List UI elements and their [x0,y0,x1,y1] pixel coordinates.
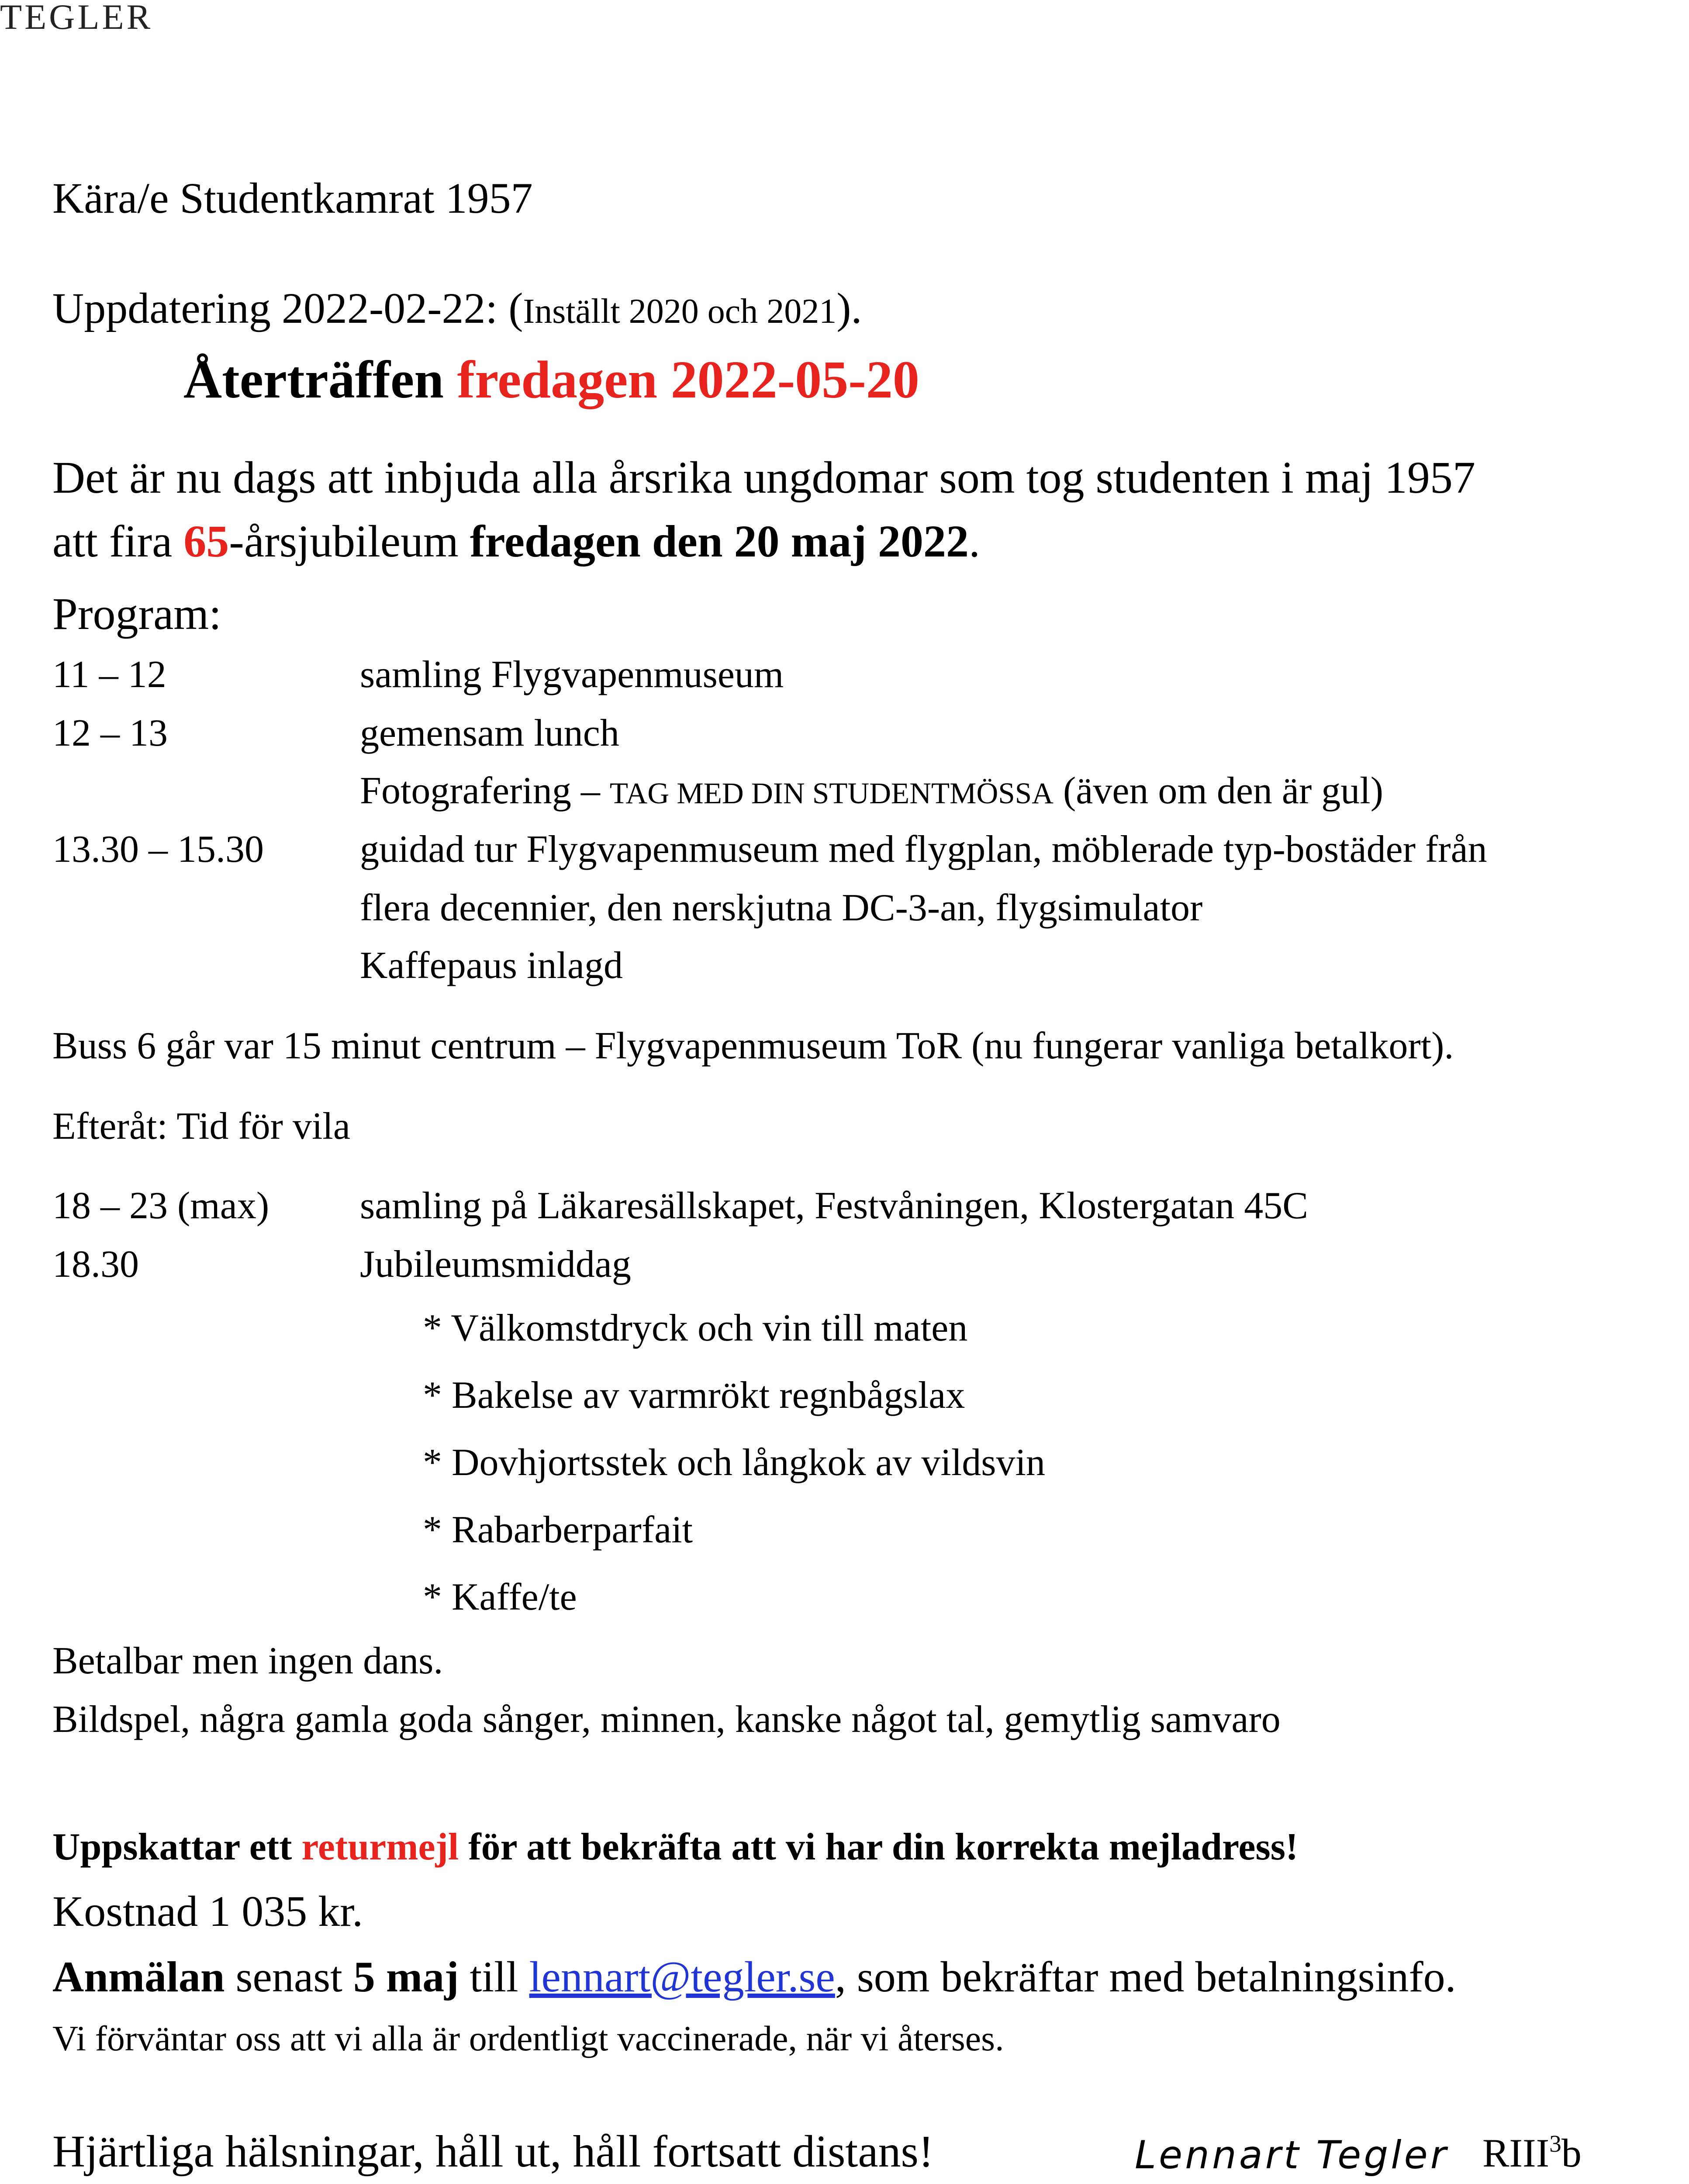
menu-item: * Bakelse av varmrökt regnbågslax [423,1374,965,1417]
schedule-text: guidad tur Flygvapenmuseum med flygplan, möblerade typ-bostäder från [360,828,1487,871]
schedule-time: 11 – 12 [52,653,166,696]
signup-email-link[interactable]: lennart@tegler.se [529,1952,835,2001]
schedule-time: 12 – 13 [52,712,168,754]
schedule-time: 18 – 23 (max) [52,1185,269,1227]
closing-text: Hjärtliga hälsningar, håll ut, håll fortsatt distans! [52,2126,934,2177]
cost: Kostnad 1 035 kr. [52,1887,363,1935]
intro-line-2: att fira 65-årsjubileum fredagen den 20 maj 2022. [52,516,980,567]
note-program: Bildspel, några gamla goda sånger, minnen, kanske något tal, gemytlig samvaro [52,1698,1281,1741]
greeting: Kära/e Studentkamrat 1957 [52,174,533,222]
schedule-text: samling på Läkaresällskapet, Festvåningen, Klostergatan 45C [360,1185,1308,1227]
intro-line-1: Det är nu dags att inbjuda alla årsrika ungdomar som tog studenten i maj 1957 [52,453,1475,503]
brand-header: TEGLER [0,0,153,37]
confirm-email-note: Uppskattar ett returmejl för att bekräfta att vi har din korrekta mejladress! [52,1826,1299,1868]
menu-item: * Rabarberparfait [423,1509,693,1551]
schedule-text: Kaffepaus inlagd [360,944,623,987]
note-dance: Betalbar men ingen dans. [52,1640,443,1682]
signup-line: Anmälan senast 5 maj till lennart@tegler.se, som bekräftar med betalningsinfo. [52,1952,1456,2001]
menu-item: * Dovhjortsstek och långkok av vildsvin [423,1441,1045,1484]
program-title: Program: [52,589,222,639]
signature-class: RIII$^3$b [1482,2130,1582,2175]
menu-item: * Välkomstdryck och vin till maten [423,1307,968,1349]
menu-item: * Kaffe/te [423,1576,577,1618]
after-info: Efteråt: Tid för vila [52,1105,350,1147]
schedule-text: Jubileumsmiddag [360,1243,631,1286]
signature: Lennart Tegler [1135,2132,1449,2177]
update-line: Uppdatering 2022-02-22: (Inställt 2020 och 2021). [52,284,862,332]
vaccine-note: Vi förväntar oss att vi alla är ordentligt vaccinerade, när vi återses. [52,2018,1004,2058]
schedule-text: samling Flygvapenmuseum [360,653,784,696]
schedule-time: 13.30 – 15.30 [52,828,264,871]
bus-info: Buss 6 går var 15 minut centrum – Flygvapenmuseum ToR (nu fungerar vanliga betalkort). [52,1025,1454,1067]
headline: Återträffen fredagen 2022-05-20 [183,350,919,409]
schedule-time: 18.30 [52,1243,139,1286]
schedule-text-photo: Fotografering – TAG MED DIN STUDENTMÖSSA (även om den är gul) [360,770,1383,812]
schedule-text: gemensam lunch [360,712,619,754]
schedule-text: flera decennier, den nerskjutna DC-3-an, flygsimulator [360,887,1203,929]
